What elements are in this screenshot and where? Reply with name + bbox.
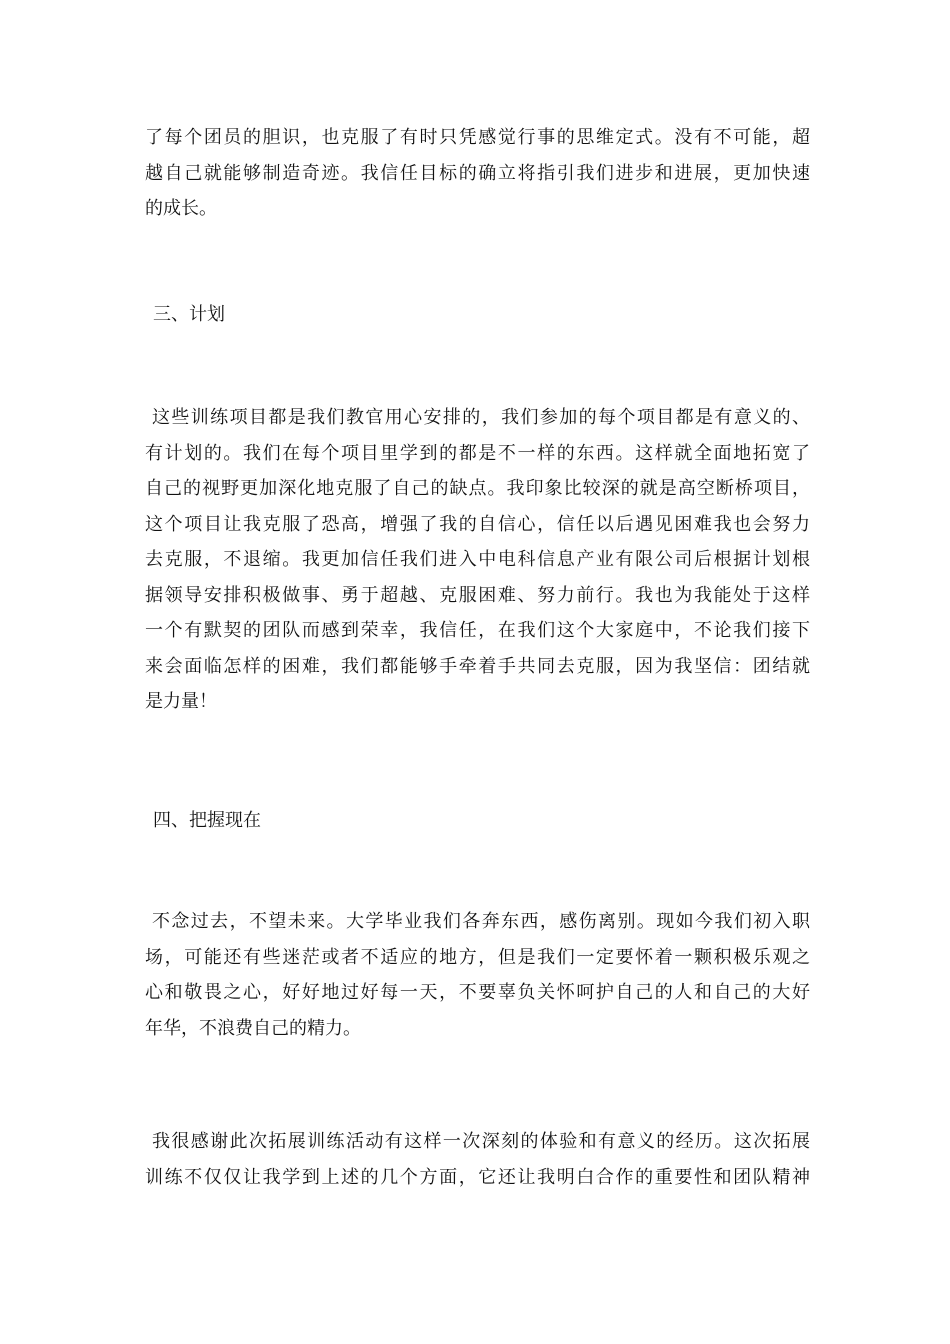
paragraph-line: 这些训练项目都是我们教官用心安排的，我们参加的每个项目都是有意义的、 <box>152 407 810 428</box>
paragraph-3 <box>145 904 810 1046</box>
paragraph-line: 这个项目让我克服了恐高，增强了我的自信心，信任以后遇见困难我也会努力 <box>145 513 810 535</box>
paragraph-line: 去克服，不退缩。我更加信任我们进入中电科信息产业有限公司后根据计划根 <box>145 549 810 570</box>
paragraph-line: 自己的视野更加深化地克服了自己的缺点。我印象比较深的就是高空断桥项目， <box>145 478 810 499</box>
paragraph-line: 据领导安排积极做事、勇于超越、克服困难、努力前行。我也为我能处于这样 <box>145 584 810 606</box>
section-heading-3: 三、计划 <box>153 304 225 325</box>
paragraph-line: 是力量！ <box>145 691 217 712</box>
paragraph-line: 一个有默契的团队而感到荣幸，我信任，在我们这个大家庭中，不论我们接下 <box>145 620 810 641</box>
paragraph-4 <box>145 1124 810 1195</box>
paragraph-line: 场，可能还有些迷茫或者不适应的地方，但是我们一定要怀着一颗积极乐观之 <box>145 946 810 968</box>
paragraph-line: 心和敬畏之心，好好地过好每一天，不要辜负关怀呵护自己的人和自己的大好 <box>145 982 810 1003</box>
paragraph-line: 了每个团员的胆识，也克服了有时只凭感觉行事的思维定式。没有不可能，超 <box>145 127 810 148</box>
paragraph-line: 的成长。 <box>145 198 217 219</box>
paragraph-line: 我很感谢此次拓展训练活动有这样一次深刻的体验和有意义的经历。这次拓展 <box>152 1131 810 1152</box>
section-heading-4: 四、把握现在 <box>153 810 261 831</box>
paragraph-line: 不念过去，不望未来。大学毕业我们各奔东西，感伤离别。现如今我们初入职 <box>152 911 810 932</box>
paragraph-line: 来会面临怎样的困难，我们都能够手牵着手共同去克服，因为我坚信：团结就 <box>145 655 810 677</box>
paragraph-line: 有计划的。我们在每个项目里学到的都是不一样的东西。这样就全面地拓宽了 <box>145 442 810 464</box>
paragraph-1 <box>145 120 810 227</box>
paragraph-2 <box>145 400 810 720</box>
paragraph-line: 训练不仅仅让我学到上述的几个方面，它还让我明白合作的重要性和团队精神 <box>145 1166 810 1188</box>
paragraph-line: 越自己就能够制造奇迹。我信任目标的确立将指引我们进步和进展，更加快速 <box>145 162 810 184</box>
paragraph-line: 年华，不浪费自己的精力。 <box>145 1017 361 1039</box>
